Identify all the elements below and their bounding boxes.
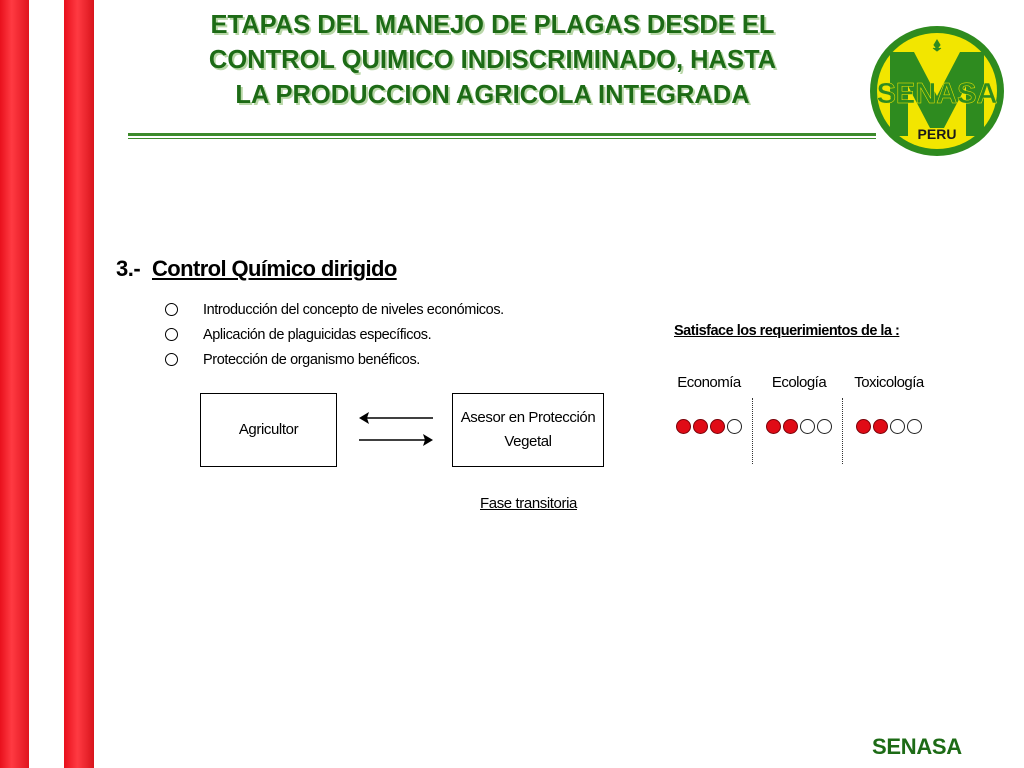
logo-text: SENASA xyxy=(876,78,998,110)
rating-dots xyxy=(754,419,844,434)
empty-dot xyxy=(907,419,922,434)
requirements-heading: Satisface los requerimientos de la : xyxy=(674,323,900,339)
list-item: Protección de organismo benéficos. xyxy=(165,347,504,372)
title-line-2: CONTROL QUIMICO INDISCRIMINADO, HASTA xyxy=(208,46,777,74)
circle-bullet-icon xyxy=(165,353,178,366)
section-title: Control Químico dirigido xyxy=(152,256,397,281)
filled-dot xyxy=(766,419,781,434)
circle-bullet-icon xyxy=(165,303,178,316)
circle-bullet-icon xyxy=(165,328,178,341)
rating-dots xyxy=(664,419,754,434)
filled-dot xyxy=(856,419,871,434)
title-divider-thin xyxy=(128,138,876,139)
farmer-box: Agricultor xyxy=(200,393,337,467)
section-number: 3.- xyxy=(116,256,141,281)
flag-stripe-white xyxy=(29,0,64,768)
filled-dot xyxy=(873,419,888,434)
criterion-economy xyxy=(664,366,754,434)
criterion-label: Economía xyxy=(677,374,741,391)
flag-stripe-red-right xyxy=(64,0,94,768)
footer-brand: SENASA xyxy=(872,734,962,759)
list-item: Aplicación de plaguicidas específicos. xyxy=(165,322,504,347)
filled-dot xyxy=(693,419,708,434)
bullet-list xyxy=(165,297,504,372)
filled-dot xyxy=(783,419,798,434)
logo-country: PERU xyxy=(917,126,957,142)
criterion-ecology xyxy=(754,366,844,434)
phase-caption: Fase transitoria xyxy=(480,495,577,512)
title-divider xyxy=(128,133,876,136)
title-line-1: ETAPAS DEL MANEJO DE PLAGAS DESDE EL xyxy=(210,11,775,39)
empty-dot xyxy=(890,419,905,434)
criteria-table xyxy=(664,366,934,466)
flag-stripe-red-left xyxy=(0,0,29,768)
empty-dot xyxy=(800,419,815,434)
title-line-3: LA PRODUCCION AGRICOLA INTEGRADA xyxy=(235,81,750,109)
advisor-box: Asesor en Protección Vegetal xyxy=(452,393,604,467)
criterion-label: Ecología xyxy=(771,374,827,391)
empty-dot xyxy=(817,419,832,434)
dotted-divider xyxy=(752,398,753,464)
dotted-divider xyxy=(842,398,843,464)
filled-dot xyxy=(710,419,725,434)
rating-dots xyxy=(844,419,934,434)
filled-dot xyxy=(676,419,691,434)
criterion-toxicology xyxy=(844,366,934,434)
list-item: Introducción del concepto de niveles económicos. xyxy=(165,297,504,322)
bidirectional-arrows-icon xyxy=(357,405,435,449)
criterion-label: Toxicología xyxy=(854,374,924,391)
empty-dot xyxy=(727,419,742,434)
page-title xyxy=(120,8,865,113)
senasa-logo xyxy=(868,24,1006,158)
